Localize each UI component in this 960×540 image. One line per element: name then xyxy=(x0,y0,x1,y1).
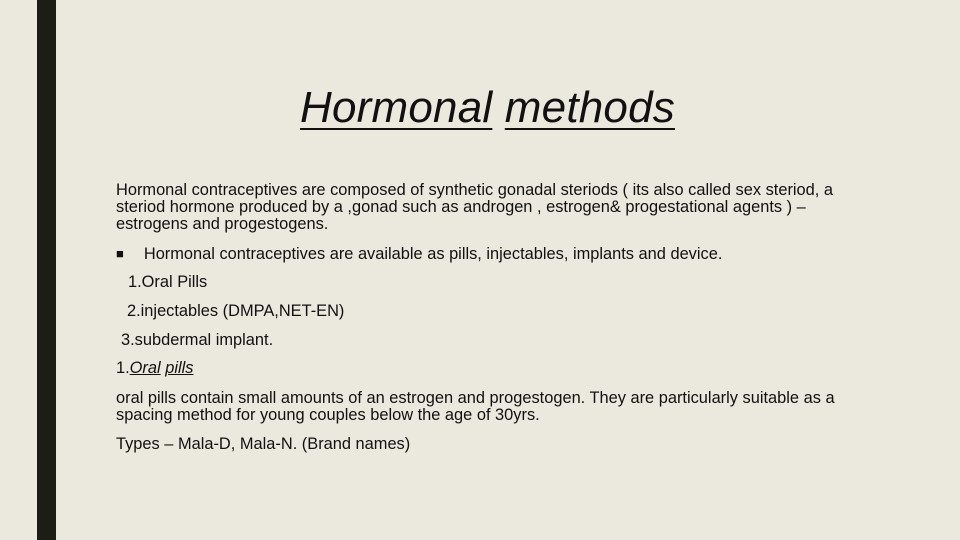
subheading-number: 1. xyxy=(116,359,130,377)
intro-paragraph: Hormonal contraceptives are composed of synthetic gonadal steriods ( its also called sex steriod, a steriod hormone produced by a ,gonad such as androgen , estrogen& progestational agents ) – estrogens and progestogens. xyxy=(116,181,833,233)
list-item-oral-pills: 1.Oral Pills xyxy=(128,273,208,291)
subheading-word-pills: pills xyxy=(165,359,194,377)
oral-pills-description: oral pills contain small amounts of an estrogen and progestogen. They are particularly suitable as a spacing method for young couples below the age of 30yrs. xyxy=(116,389,835,424)
list-item-injectables: 2.injectables (DMPA,NET-EN) xyxy=(127,302,345,320)
square-bullet-icon: ■ xyxy=(116,246,124,261)
title-word-hormonal: Hormonal xyxy=(300,83,493,133)
list-item-implant: 3.subdermal implant. xyxy=(121,331,274,349)
slide-body xyxy=(116,181,856,453)
bullet-text: Hormonal contraceptives are available as pills, injectables, implants and device. xyxy=(143,245,723,263)
bullet-item xyxy=(116,246,876,263)
subheading-oral-pills xyxy=(116,360,193,377)
title-word-methods: methods xyxy=(504,83,675,133)
slide-title xyxy=(0,83,960,133)
types-line: Types – Mala-D, Mala-N. (Brand names) xyxy=(116,435,411,453)
left-accent-bar xyxy=(37,0,56,540)
subheading-word-oral: Oral xyxy=(129,359,161,377)
